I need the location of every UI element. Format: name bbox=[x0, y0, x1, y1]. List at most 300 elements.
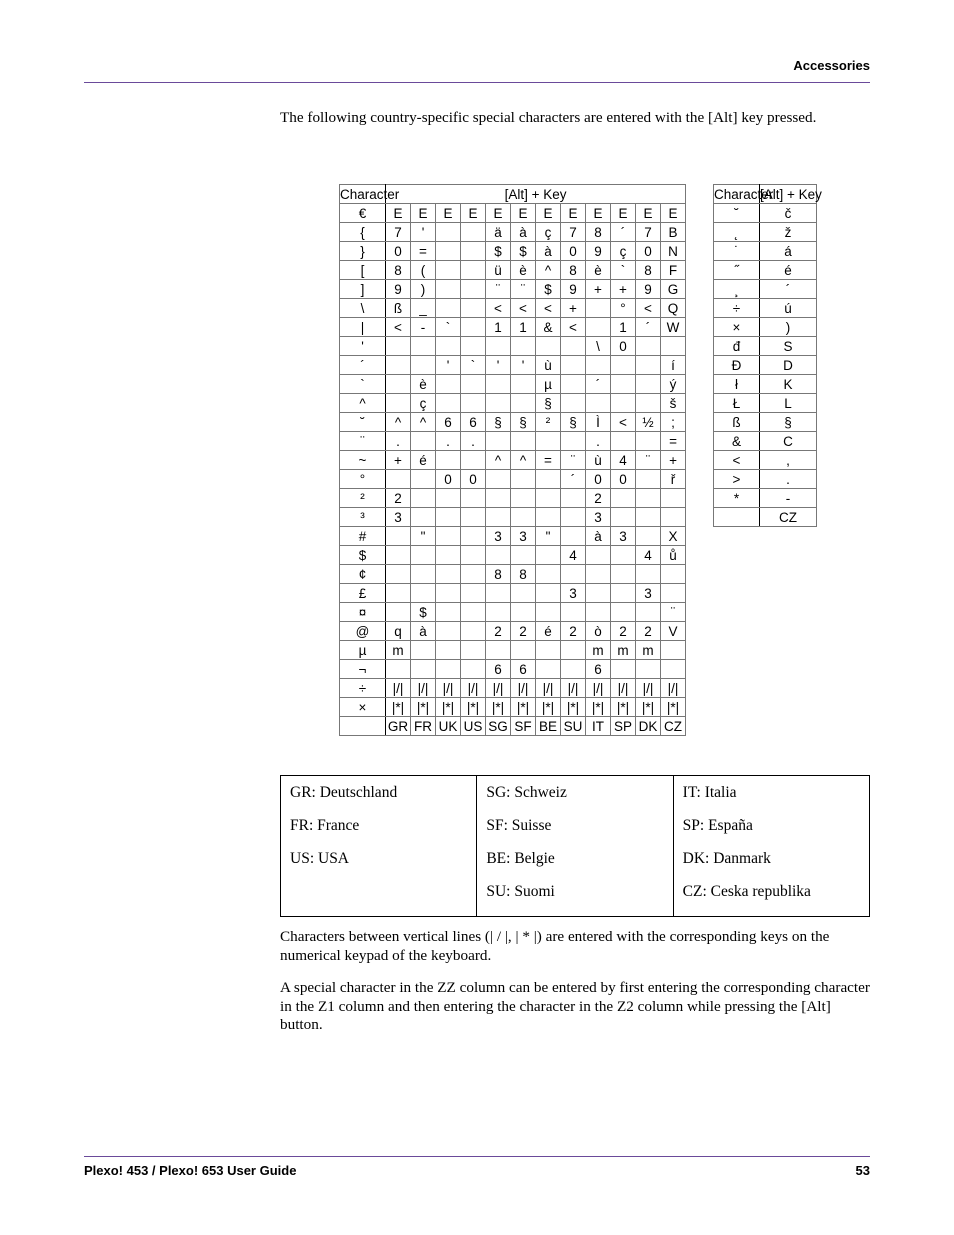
key-cell bbox=[461, 337, 486, 356]
key-cell bbox=[561, 641, 586, 660]
key-cell bbox=[661, 508, 686, 527]
key-cell bbox=[411, 546, 436, 565]
table-row bbox=[340, 698, 686, 717]
vertical-lines-note: Characters between vertical lines (| / |, | * |) are entered with the corresponding keys on the numerical keypad of the keyboard. bbox=[280, 928, 830, 964]
key-cell: 0 bbox=[611, 337, 636, 356]
key-cell bbox=[436, 603, 461, 622]
key-cell bbox=[436, 451, 461, 470]
character-cell: Ł bbox=[714, 394, 760, 413]
key-cell bbox=[461, 261, 486, 280]
key-cell: |*| bbox=[661, 698, 686, 717]
character-cell: ˙ bbox=[714, 242, 760, 261]
character-cell: ^ bbox=[340, 394, 386, 413]
table-row bbox=[714, 299, 817, 318]
key-cell: é bbox=[760, 261, 817, 280]
key-cell: à bbox=[586, 527, 611, 546]
table-row bbox=[340, 470, 686, 489]
key-cell: |*| bbox=[586, 698, 611, 717]
character-cell: | bbox=[340, 318, 386, 337]
key-cell: E bbox=[586, 204, 611, 223]
table-row bbox=[340, 679, 686, 698]
key-cell: ` bbox=[436, 318, 461, 337]
header-alt-key: [Alt] + Key bbox=[386, 185, 686, 204]
character-cell: ´ bbox=[340, 356, 386, 375]
key-cell bbox=[386, 546, 411, 565]
key-cell: 7 bbox=[386, 223, 411, 242]
key-cell bbox=[536, 546, 561, 565]
country-entry: SF: Suisse bbox=[486, 817, 552, 834]
character-cell: $ bbox=[340, 546, 386, 565]
country-code-cell: SG bbox=[486, 717, 511, 736]
country-code-cell: SP bbox=[611, 717, 636, 736]
key-cell bbox=[611, 546, 636, 565]
key-cell bbox=[436, 280, 461, 299]
key-cell bbox=[636, 356, 661, 375]
key-cell: \ bbox=[586, 337, 611, 356]
key-cell: |*| bbox=[486, 698, 511, 717]
character-cell: @ bbox=[340, 622, 386, 641]
key-cell bbox=[436, 660, 461, 679]
key-cell bbox=[436, 223, 461, 242]
character-cell: ˝ bbox=[714, 261, 760, 280]
country-entry: FR: France bbox=[290, 817, 360, 834]
key-cell bbox=[436, 489, 461, 508]
character-cell: * bbox=[714, 489, 760, 508]
key-cell bbox=[636, 489, 661, 508]
key-cell: § bbox=[561, 413, 586, 432]
key-cell: ü bbox=[486, 261, 511, 280]
key-cell bbox=[461, 223, 486, 242]
key-cell bbox=[386, 470, 411, 489]
key-cell bbox=[486, 394, 511, 413]
key-cell bbox=[586, 546, 611, 565]
key-cell: E bbox=[411, 204, 436, 223]
key-cell: 9 bbox=[586, 242, 611, 261]
table-row bbox=[340, 451, 686, 470]
key-cell bbox=[411, 337, 436, 356]
key-cell: 2 bbox=[636, 622, 661, 641]
table-row bbox=[340, 204, 686, 223]
key-cell bbox=[611, 432, 636, 451]
key-cell: 8 bbox=[561, 261, 586, 280]
key-cell bbox=[411, 584, 436, 603]
character-cell: × bbox=[340, 698, 386, 717]
character-cell: } bbox=[340, 242, 386, 261]
key-cell: í bbox=[661, 356, 686, 375]
table-row bbox=[340, 489, 686, 508]
table-row bbox=[714, 413, 817, 432]
key-cell: ř bbox=[661, 470, 686, 489]
key-cell bbox=[461, 508, 486, 527]
table-row bbox=[340, 546, 686, 565]
header-character: Character bbox=[714, 186, 774, 202]
key-cell: ² bbox=[536, 413, 561, 432]
key-cell bbox=[611, 489, 636, 508]
character-cell: € bbox=[340, 204, 386, 223]
table-row bbox=[340, 318, 686, 337]
key-cell bbox=[611, 508, 636, 527]
table-row bbox=[714, 261, 817, 280]
table-row bbox=[714, 318, 817, 337]
table-row bbox=[340, 261, 686, 280]
country-code-cell: GR bbox=[386, 717, 411, 736]
table-row bbox=[714, 375, 817, 394]
key-cell: S bbox=[760, 337, 817, 356]
character-cell: ` bbox=[340, 375, 386, 394]
country-code-table bbox=[280, 775, 870, 917]
key-cell bbox=[611, 375, 636, 394]
key-cell: § bbox=[486, 413, 511, 432]
key-cell bbox=[611, 565, 636, 584]
key-cell: è bbox=[411, 375, 436, 394]
key-cell bbox=[536, 584, 561, 603]
key-cell: E bbox=[636, 204, 661, 223]
key-cell: ß bbox=[386, 299, 411, 318]
table-row bbox=[340, 641, 686, 660]
table-row bbox=[714, 432, 817, 451]
country-entry: GR: Deutschland bbox=[290, 784, 398, 801]
key-cell: š bbox=[661, 394, 686, 413]
table-row bbox=[714, 242, 817, 261]
key-cell: |/| bbox=[636, 679, 661, 698]
key-cell: . bbox=[386, 432, 411, 451]
key-cell: ` bbox=[611, 261, 636, 280]
character-cell: ˛ bbox=[714, 223, 760, 242]
key-cell bbox=[486, 584, 511, 603]
zz-column-note: A special character in the ZZ column can be entered by first entering the corresponding character in the Z1 column and then entering the character in the Z2 column while pressing the [Alt] button. bbox=[280, 979, 870, 1033]
key-cell: Ì bbox=[586, 413, 611, 432]
character-cell: \ bbox=[340, 299, 386, 318]
key-cell: à bbox=[536, 242, 561, 261]
key-cell bbox=[561, 527, 586, 546]
key-cell: |*| bbox=[386, 698, 411, 717]
footer-title: Plexo! 453 / Plexo! 653 User Guide bbox=[84, 1163, 297, 1178]
key-cell: |*| bbox=[636, 698, 661, 717]
table-row bbox=[340, 622, 686, 641]
key-cell bbox=[386, 356, 411, 375]
key-cell: F bbox=[661, 261, 686, 280]
key-cell bbox=[411, 470, 436, 489]
key-cell: < bbox=[511, 299, 536, 318]
table-row bbox=[714, 394, 817, 413]
key-cell: é bbox=[536, 622, 561, 641]
character-cell: £ bbox=[340, 584, 386, 603]
key-cell: D bbox=[760, 356, 817, 375]
key-cell: + bbox=[386, 451, 411, 470]
key-cell bbox=[636, 470, 661, 489]
key-cell: á bbox=[760, 242, 817, 261]
key-cell: 8 bbox=[636, 261, 661, 280]
key-cell: ¨ bbox=[486, 280, 511, 299]
country-code-cell: CZ bbox=[760, 508, 817, 527]
key-cell bbox=[536, 432, 561, 451]
table-row bbox=[714, 470, 817, 489]
key-cell: |/| bbox=[586, 679, 611, 698]
key-cell: 8 bbox=[486, 565, 511, 584]
key-cell: < bbox=[386, 318, 411, 337]
key-cell bbox=[636, 527, 661, 546]
country-entry: IT: Italia bbox=[682, 784, 737, 801]
key-cell: § bbox=[760, 413, 817, 432]
key-cell: 2 bbox=[386, 489, 411, 508]
alt-key-character-table bbox=[339, 184, 686, 736]
key-cell bbox=[486, 337, 511, 356]
table-row bbox=[340, 660, 686, 679]
key-cell: 3 bbox=[636, 584, 661, 603]
key-cell: 6 bbox=[436, 413, 461, 432]
key-cell bbox=[386, 584, 411, 603]
key-cell bbox=[511, 375, 536, 394]
key-cell: č bbox=[760, 204, 817, 223]
key-cell: ¨ bbox=[636, 451, 661, 470]
key-cell: |*| bbox=[461, 698, 486, 717]
key-cell: K bbox=[760, 375, 817, 394]
key-cell bbox=[461, 565, 486, 584]
key-cell: 2 bbox=[486, 622, 511, 641]
country-code-cell: US bbox=[461, 717, 486, 736]
key-cell: m bbox=[611, 641, 636, 660]
key-cell: + bbox=[561, 299, 586, 318]
key-cell bbox=[461, 603, 486, 622]
key-cell bbox=[511, 508, 536, 527]
key-cell: 8 bbox=[386, 261, 411, 280]
key-cell: < bbox=[636, 299, 661, 318]
key-cell: 0 bbox=[461, 470, 486, 489]
key-cell bbox=[586, 603, 611, 622]
key-cell: |/| bbox=[436, 679, 461, 698]
key-cell: 4 bbox=[611, 451, 636, 470]
key-cell: ° bbox=[611, 299, 636, 318]
key-cell: 9 bbox=[636, 280, 661, 299]
key-cell bbox=[636, 603, 661, 622]
key-cell: ¨ bbox=[661, 603, 686, 622]
key-cell bbox=[411, 356, 436, 375]
key-cell: N bbox=[661, 242, 686, 261]
key-cell: ^ bbox=[386, 413, 411, 432]
key-cell: Q bbox=[661, 299, 686, 318]
key-cell bbox=[436, 508, 461, 527]
key-cell: à bbox=[511, 223, 536, 242]
country-entry: BE: Belgie bbox=[486, 850, 555, 867]
key-cell: ' bbox=[436, 356, 461, 375]
country-code-cell: DK bbox=[636, 717, 661, 736]
key-cell: . bbox=[461, 432, 486, 451]
key-cell bbox=[536, 470, 561, 489]
key-cell: ) bbox=[411, 280, 436, 299]
key-cell bbox=[511, 641, 536, 660]
table-row bbox=[340, 280, 686, 299]
key-cell bbox=[461, 394, 486, 413]
table-row bbox=[340, 375, 686, 394]
key-cell: |/| bbox=[561, 679, 586, 698]
key-cell: ç bbox=[536, 223, 561, 242]
key-cell: $ bbox=[411, 603, 436, 622]
key-cell bbox=[511, 546, 536, 565]
key-cell bbox=[486, 432, 511, 451]
character-cell: ¬ bbox=[340, 660, 386, 679]
key-cell: < bbox=[561, 318, 586, 337]
key-cell bbox=[486, 603, 511, 622]
key-cell bbox=[386, 603, 411, 622]
country-entry: SU: Suomi bbox=[486, 883, 555, 900]
key-cell bbox=[461, 242, 486, 261]
cz-extra-character-table bbox=[713, 184, 822, 527]
key-cell bbox=[536, 508, 561, 527]
key-cell bbox=[436, 375, 461, 394]
key-cell: |*| bbox=[511, 698, 536, 717]
character-cell: ß bbox=[714, 413, 760, 432]
key-cell bbox=[461, 660, 486, 679]
key-cell bbox=[461, 280, 486, 299]
key-cell: 0 bbox=[636, 242, 661, 261]
key-cell: E bbox=[461, 204, 486, 223]
key-cell: L bbox=[760, 394, 817, 413]
key-cell: m bbox=[636, 641, 661, 660]
key-cell: ' bbox=[486, 356, 511, 375]
key-cell bbox=[661, 337, 686, 356]
key-cell bbox=[586, 356, 611, 375]
key-cell: 2 bbox=[611, 622, 636, 641]
table-row bbox=[340, 242, 686, 261]
key-cell: & bbox=[536, 318, 561, 337]
key-cell: V bbox=[661, 622, 686, 641]
key-cell bbox=[536, 660, 561, 679]
key-cell: ç bbox=[411, 394, 436, 413]
key-cell: è bbox=[586, 261, 611, 280]
key-cell bbox=[536, 565, 561, 584]
key-cell: |/| bbox=[536, 679, 561, 698]
key-cell: 6 bbox=[511, 660, 536, 679]
key-cell bbox=[586, 318, 611, 337]
key-cell: |*| bbox=[561, 698, 586, 717]
key-cell bbox=[636, 660, 661, 679]
key-cell bbox=[436, 261, 461, 280]
key-cell bbox=[511, 432, 536, 451]
key-cell bbox=[436, 641, 461, 660]
key-cell: 3 bbox=[486, 527, 511, 546]
key-cell bbox=[561, 394, 586, 413]
country-code-cell: BE bbox=[536, 717, 561, 736]
key-cell: ´ bbox=[611, 223, 636, 242]
key-cell: § bbox=[536, 394, 561, 413]
key-cell bbox=[661, 641, 686, 660]
key-cell: 4 bbox=[636, 546, 661, 565]
character-cell: ÷ bbox=[714, 299, 760, 318]
key-cell: ´ bbox=[561, 470, 586, 489]
character-cell: ł bbox=[714, 375, 760, 394]
key-cell bbox=[636, 375, 661, 394]
key-cell: . bbox=[436, 432, 461, 451]
key-cell bbox=[436, 394, 461, 413]
character-cell: { bbox=[340, 223, 386, 242]
key-cell bbox=[511, 584, 536, 603]
key-cell bbox=[411, 489, 436, 508]
key-cell bbox=[536, 489, 561, 508]
key-cell: . bbox=[760, 470, 817, 489]
country-code-cell: FR bbox=[411, 717, 436, 736]
table-row bbox=[340, 356, 686, 375]
key-cell: 9 bbox=[561, 280, 586, 299]
key-cell: E bbox=[536, 204, 561, 223]
key-cell bbox=[661, 565, 686, 584]
key-cell: C bbox=[760, 432, 817, 451]
key-cell: 6 bbox=[461, 413, 486, 432]
country-column-2 bbox=[477, 776, 673, 917]
key-cell: |*| bbox=[536, 698, 561, 717]
key-cell bbox=[386, 337, 411, 356]
key-cell bbox=[561, 603, 586, 622]
character-cell: µ bbox=[340, 641, 386, 660]
key-cell bbox=[436, 584, 461, 603]
table-row bbox=[714, 489, 817, 508]
key-cell bbox=[586, 565, 611, 584]
key-cell: 6 bbox=[586, 660, 611, 679]
key-cell bbox=[511, 394, 536, 413]
key-cell: " bbox=[411, 527, 436, 546]
key-cell: ` bbox=[461, 356, 486, 375]
key-cell: ( bbox=[411, 261, 436, 280]
key-cell: |*| bbox=[411, 698, 436, 717]
key-cell bbox=[536, 641, 561, 660]
country-column-3 bbox=[673, 776, 869, 917]
key-cell bbox=[561, 660, 586, 679]
table-row bbox=[340, 413, 686, 432]
key-cell: ; bbox=[661, 413, 686, 432]
key-cell bbox=[611, 584, 636, 603]
key-cell: |/| bbox=[386, 679, 411, 698]
character-cell: ² bbox=[340, 489, 386, 508]
key-cell: E bbox=[511, 204, 536, 223]
key-cell: ^ bbox=[411, 413, 436, 432]
key-cell bbox=[611, 660, 636, 679]
key-cell bbox=[561, 489, 586, 508]
key-cell bbox=[386, 527, 411, 546]
key-cell bbox=[636, 337, 661, 356]
key-cell bbox=[411, 641, 436, 660]
key-cell: 3 bbox=[611, 527, 636, 546]
key-cell: ¨ bbox=[561, 451, 586, 470]
character-cell: ÷ bbox=[340, 679, 386, 698]
key-cell: ´ bbox=[636, 318, 661, 337]
key-cell: 7 bbox=[561, 223, 586, 242]
country-code-cell: SF bbox=[511, 717, 536, 736]
key-cell: X bbox=[661, 527, 686, 546]
character-cell: ~ bbox=[340, 451, 386, 470]
key-cell: < bbox=[611, 413, 636, 432]
key-cell: ^ bbox=[486, 451, 511, 470]
key-cell: 4 bbox=[561, 546, 586, 565]
character-cell: [ bbox=[340, 261, 386, 280]
key-cell: ' bbox=[511, 356, 536, 375]
key-cell bbox=[461, 584, 486, 603]
key-cell: ú bbox=[760, 299, 817, 318]
key-cell: + bbox=[661, 451, 686, 470]
key-cell bbox=[536, 603, 561, 622]
country-entry: SG: Schweiz bbox=[486, 784, 567, 801]
table-row bbox=[714, 280, 817, 299]
intro-paragraph: The following country-specific special characters are entered with the [Alt] key pressed. bbox=[280, 109, 817, 126]
key-cell: m bbox=[586, 641, 611, 660]
character-cell: ¨ bbox=[340, 432, 386, 451]
country-code-cell bbox=[714, 508, 760, 527]
key-cell bbox=[436, 299, 461, 318]
header-rule bbox=[84, 82, 870, 83]
country-column-1 bbox=[281, 776, 477, 917]
character-cell: ¤ bbox=[340, 603, 386, 622]
key-cell bbox=[461, 527, 486, 546]
key-cell: 3 bbox=[386, 508, 411, 527]
key-cell: |/| bbox=[486, 679, 511, 698]
